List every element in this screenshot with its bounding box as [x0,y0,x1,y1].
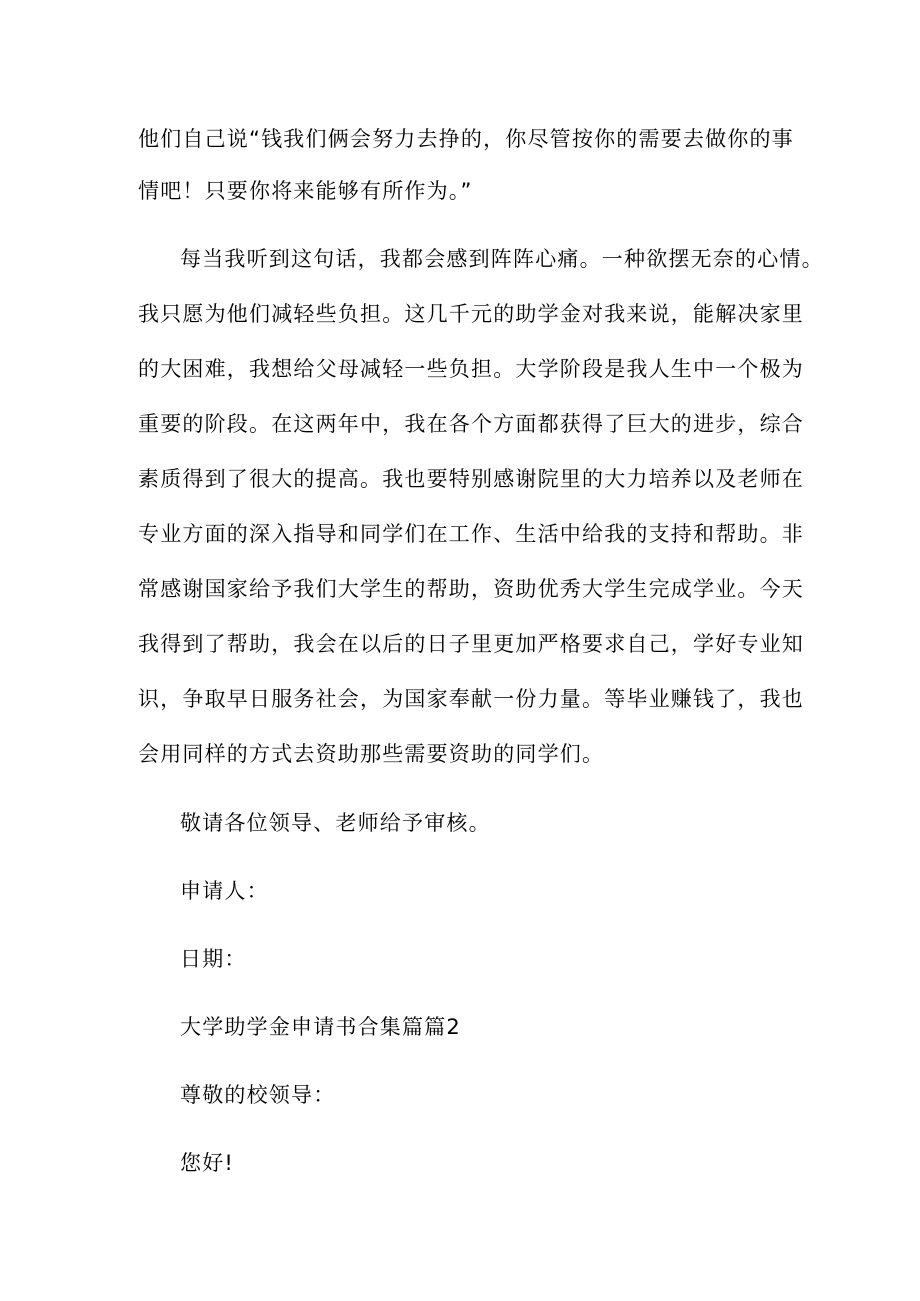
paragraph2-line-4: 重要的阶段。在这两年中，我在各个方面都获得了巨大的进步，综合 [138,412,804,436]
closing-line: 敬请各位领导、老师给予审核。 [180,811,491,835]
paragraph1-line-1: 他们自己说“钱我们俩会努力去挣的，你尽管按你的需要去做你的事 [138,127,794,151]
salutation: 尊敬的校领导： [180,1083,336,1107]
paragraph2-line-7: 常感谢国家给予我们大学生的帮助，资助优秀大学生完成学业。今天 [138,577,804,601]
paragraph2-line-9: 识，争取早日服务社会，为国家奉献一份力量。等毕业赚钱了，我也 [138,687,804,711]
applicant-label: 申请人： [180,879,269,903]
paragraph1-line-2: 情吧！只要你将来能够有所作为。” [138,179,473,203]
paragraph2-line-10: 会用同样的方式去资助那些需要资助的同学们。 [138,742,605,766]
section-title: 大学助学金申请书合集篇篇2 [180,1015,461,1039]
paragraph2-line-6: 专业方面的深入指导和同学们在工作、生活中给我的支持和帮助。非 [138,522,804,546]
greeting: 您好! [180,1151,235,1175]
paragraph2-line-2: 我只愿为他们减轻些负担。这几千元的助学金对我来说，能解决家里 [138,302,804,326]
paragraph2-line-8: 我得到了帮助，我会在以后的日子里更加严格要求自己，学好专业知 [138,632,804,656]
date-label: 日期： [180,947,247,971]
paragraph2-line-3: 的大困难，我想给父母减轻一些负担。大学阶段是我人生中一个极为 [138,357,804,381]
paragraph2-line-1: 每当我听到这句话，我都会感到阵阵心痛。一种欲摆无奈的心情。 [180,247,824,271]
paragraph2-line-5: 素质得到了很大的提高。我也要特别感谢院里的大力培养以及老师在 [138,467,804,491]
